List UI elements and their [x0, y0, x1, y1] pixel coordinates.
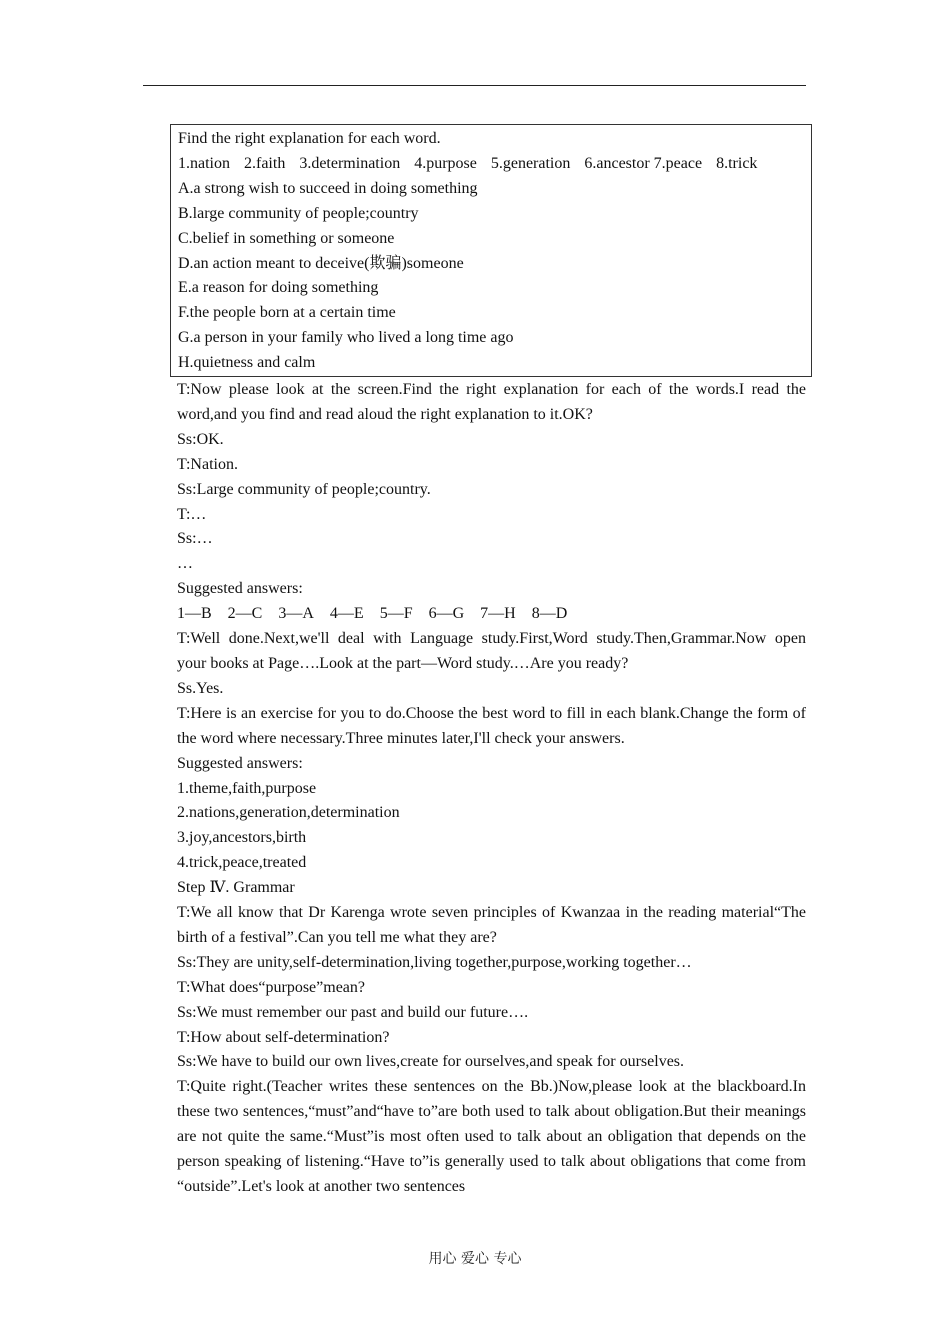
definition-e: E.a reason for doing something [178, 279, 379, 297]
answer-item: 7—H [480, 605, 516, 623]
teacher-line: T:How about self-determination? [177, 1028, 390, 1046]
teacher-line: T:Now please look at the screen.Find the right explanation for each of the words.I read the word,and you find and read aloud the right explanation to it.OK? [177, 381, 806, 423]
answer-line: 2.nations,generation,determination [177, 804, 400, 822]
word-item: 4.purpose [414, 154, 477, 172]
teacher-line: T:Well done.Next,we'll deal with Language study.First,Word study.Then,Grammar.Now open your books at Page….Look at the part—Word study.…Are you ready? [177, 630, 806, 672]
word-item: 6.ancestor 7.peace [584, 154, 703, 172]
students-line: Ss.Yes. [177, 679, 224, 697]
answer-line: 4.trick,peace,treated [177, 854, 307, 872]
students-line: Ss:We have to build our own lives,create for ourselves,and speak for ourselves. [177, 1053, 685, 1071]
teacher-line: T:… [177, 505, 207, 523]
answer-line: 1.theme,faith,purpose [177, 779, 317, 797]
word-item: 8.trick [716, 154, 758, 172]
teacher-line: T:Here is an exercise for you to do.Choose the best word to fill in each blank.Change the form of the word where necessary.Three minutes later,I'll check your answers. [177, 704, 806, 747]
answer-item: 6—G [428, 605, 465, 623]
header-rule [143, 85, 806, 86]
answers-heading: Suggested answers: [177, 580, 303, 598]
answer-item: 1—B [177, 605, 212, 623]
teacher-line: T:We all know that Dr Karenga wrote seven principles of Kwanzaa in the reading material“The birth of a festival”.Can you tell me what they are? [177, 904, 806, 946]
students-line: Ss:OK. [177, 430, 224, 448]
students-line: Ss:We must remember our past and build our future…. [177, 1003, 529, 1021]
answer-item: 3—A [278, 605, 314, 623]
definition-h: H.quietness and calm [178, 354, 316, 372]
word-item: 2.faith [244, 154, 286, 172]
teacher-line: T:Nation. [177, 455, 238, 473]
answer-item: 5—F [379, 605, 413, 623]
definition-b: B.large community of people;country [178, 204, 419, 222]
exercise-instruction: Find the right explanation for each word. [178, 130, 441, 147]
step-heading: Step Ⅳ. Grammar [177, 879, 295, 897]
teacher-line: T:Quite right.(Teacher writes these sentences on the Bb.)Now,please look at the blackboard.In these two sentences,“must”and“have to”are both used to talk about obligation.But their meanings are not quite the same.“Must”is most often used to talk about an obligation that depends on the person speaking of listening.“Have to”is generally used to talk about obligations that come from “outside”.Let's look at another two sentences [177, 1078, 806, 1195]
ellipsis-line: … [177, 555, 193, 573]
definition-c: C.belief in something or someone [178, 229, 395, 247]
students-line: Ss:Large community of people;country. [177, 480, 431, 498]
students-line: Ss:They are unity,self-determination,living together,purpose,working together… [177, 953, 692, 971]
answer-line: 3.joy,ancestors,birth [177, 829, 307, 847]
definition-g: G.a person in your family who lived a long time ago [178, 329, 514, 347]
word-item: 1.nation [178, 154, 230, 172]
definition-d: D.an action meant to deceive(欺骗)someone [178, 254, 464, 272]
answers-heading: Suggested answers: [177, 754, 303, 772]
definition-a: A.a strong wish to succeed in doing something [178, 179, 478, 197]
page-footer: 用心 爱心 专心 [428, 1251, 522, 1267]
definition-f: F.the people born at a certain time [178, 304, 396, 322]
answer-item: 2—C [227, 605, 263, 623]
lesson-dialogue [177, 378, 806, 1200]
word-list [178, 152, 811, 177]
answer-item: 8—D [531, 605, 568, 623]
answer-key [177, 602, 806, 627]
word-item: 5.generation [490, 154, 571, 172]
teacher-line: T:What does“purpose”mean? [177, 978, 366, 996]
word-item: 3.determination [299, 154, 401, 172]
vocabulary-exercise-box [170, 124, 812, 377]
answer-item: 4—E [329, 605, 364, 623]
students-line: Ss:… [177, 530, 213, 548]
